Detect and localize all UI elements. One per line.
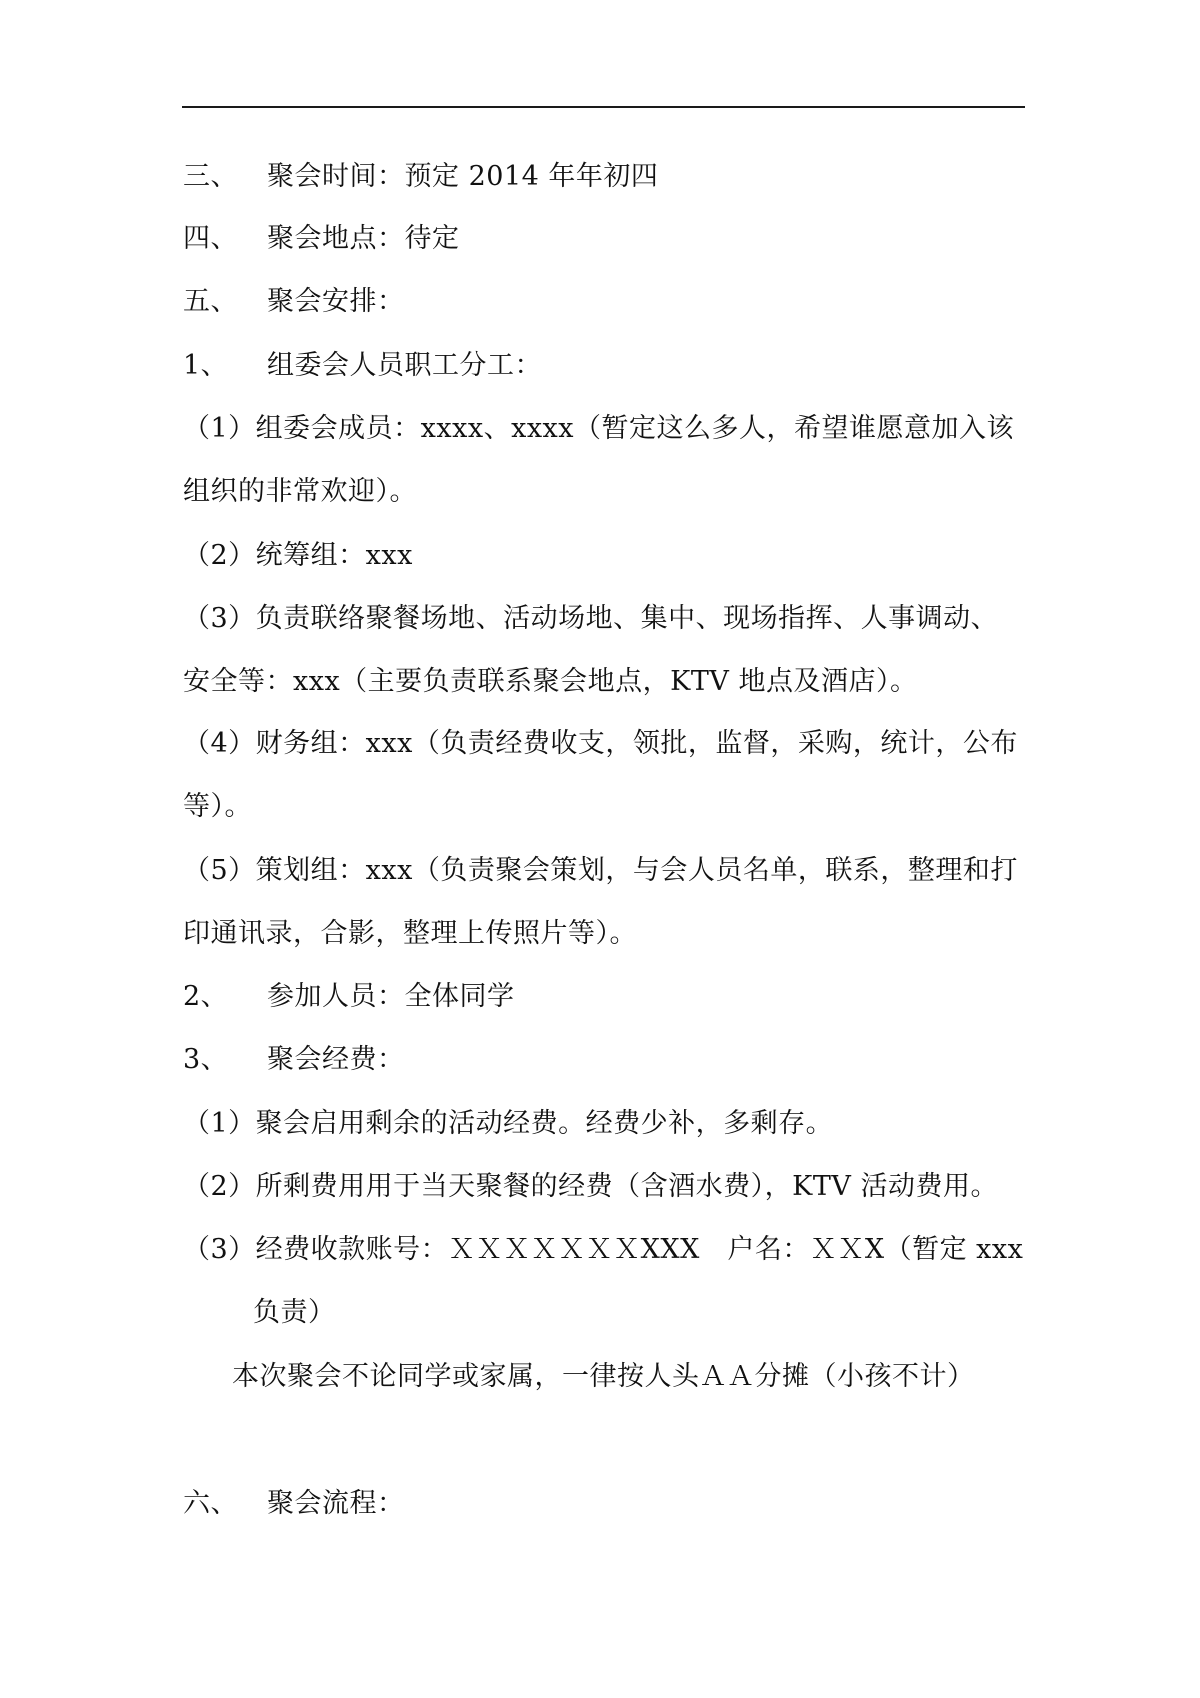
- section-4: [183, 222, 460, 256]
- item-2-text: 参加人员：全体同学: [267, 981, 515, 1012]
- fee-2: （2）所剩费用用于当天聚餐的经费（含酒水费），KTV 活动费用。: [183, 1171, 998, 1202]
- item-2: [183, 980, 515, 1014]
- para-3-line-1: （3）负责联络聚餐场地、活动场地、集中、现场指挥、人事调动、: [183, 603, 999, 634]
- para-1-line-1: （1）组委会成员：xxxx、xxxx（暂定这么多人，希望谁愿意加入该: [183, 413, 1014, 444]
- section-5: [183, 285, 405, 319]
- item-1: [183, 349, 542, 383]
- item-1-text: 组委会人员职工分工：: [267, 350, 542, 381]
- item-3-number: 3、: [183, 1044, 229, 1075]
- section-5-text: 聚会安排：: [267, 286, 405, 317]
- para-3-line-2: 安全等：xxx（主要负责联系聚会地点，KTV 地点及酒店）。: [183, 666, 918, 697]
- section-6-number: 六、: [183, 1488, 238, 1519]
- item-3: [183, 1043, 405, 1077]
- para-4-line-2: 等）。: [183, 791, 252, 822]
- section-3-number: 三、: [183, 161, 238, 192]
- fee-3-line-1: （3）经费收款账号：ＸＸＸＸＸＸＸXXX 户名：ＸＸX（暂定 xxx: [183, 1234, 1024, 1265]
- fee-1: （1）聚会启用剩余的活动经费。经费少补，多剩存。: [183, 1108, 834, 1139]
- section-3: [183, 160, 658, 194]
- para-1-line-2: 组织的非常欢迎）。: [183, 476, 417, 507]
- para-4-line-1: （4）财务组：xxx（负责经费收支，领批，监督，采购，统计，公布: [183, 728, 1018, 759]
- item-3-text: 聚会经费：: [267, 1044, 405, 1075]
- fee-3-line-2: 负责）: [253, 1297, 336, 1328]
- para-2: （2）统筹组：xxx: [183, 540, 413, 571]
- section-6: [183, 1487, 405, 1521]
- section-4-text: 聚会地点：待定: [267, 223, 460, 254]
- section-3-text: 聚会时间：预定 2014 年年初四: [267, 161, 659, 192]
- cost-share-note: 本次聚会不论同学或家属，一律按人头ＡＡ分摊（小孩不计）: [232, 1361, 975, 1392]
- item-2-number: 2、: [183, 981, 229, 1012]
- section-4-number: 四、: [183, 223, 238, 254]
- para-5-line-2: 印通讯录，合影，整理上传照片等）。: [183, 918, 637, 949]
- para-5-line-1: （5）策划组：xxx（负责聚会策划，与会人员名单，联系，整理和打: [183, 855, 1018, 886]
- section-5-number: 五、: [183, 286, 238, 317]
- header-rule: [182, 106, 1025, 108]
- section-6-text: 聚会流程：: [267, 1488, 405, 1519]
- item-1-number: 1、: [183, 350, 229, 381]
